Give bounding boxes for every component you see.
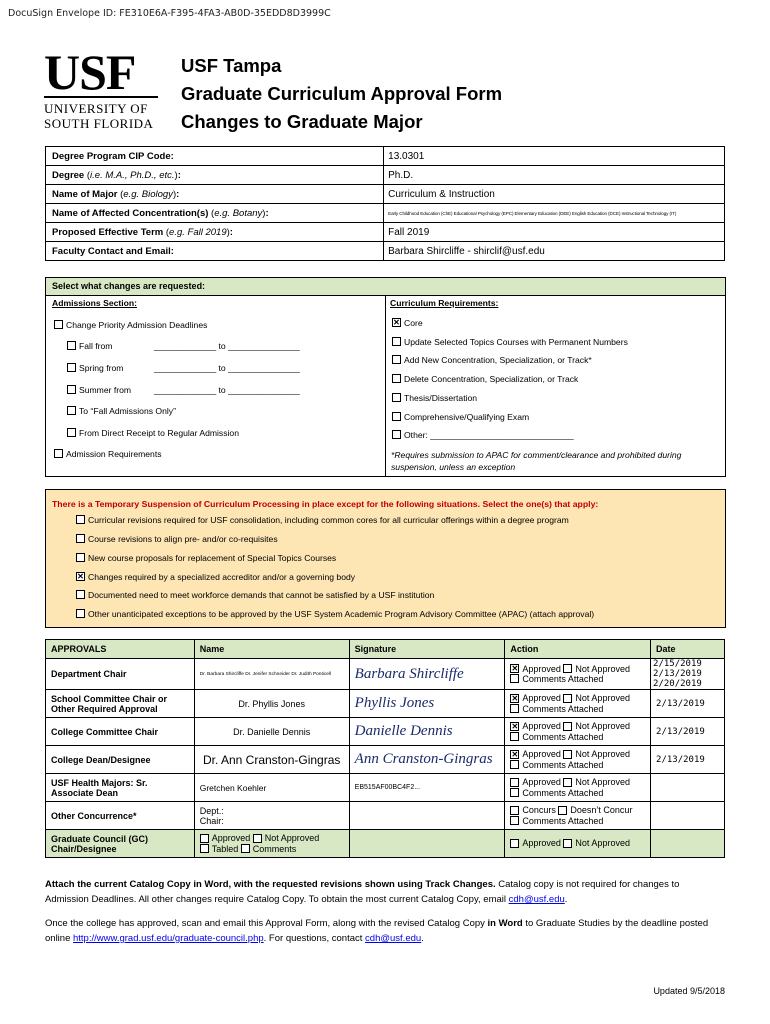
major-value[interactable]: Curriculum & Instruction <box>384 185 725 204</box>
term-value[interactable]: Fall 2019 <box>384 223 725 242</box>
email-link[interactable]: cdh@usf.edu <box>508 894 565 905</box>
label-concentration: Name of Affected Concentration(s) (e.g. Botany): <box>46 204 384 223</box>
checkbox-checked-icon[interactable] <box>510 750 519 759</box>
checkbox-icon[interactable] <box>510 732 519 741</box>
council-link[interactable]: http://www.grad.usf.edu/graduate-council.php <box>73 933 264 944</box>
signature-field[interactable] <box>349 690 505 718</box>
signature: Ann Cranston-Gingras <box>354 751 493 767</box>
form-titles <box>181 52 502 136</box>
checkbox-icon[interactable] <box>67 341 76 350</box>
col-signature: Signature <box>349 640 505 659</box>
approver-name[interactable]: Gretchen Koehler <box>194 774 349 802</box>
role-college-committee: College Committee Chair <box>46 718 195 746</box>
checkbox-icon[interactable] <box>510 760 519 769</box>
checkbox-icon[interactable] <box>510 816 519 825</box>
signature: Phyllis Jones <box>354 695 435 711</box>
suspension-option-6[interactable]: Other unanticipated exceptions to be approved by the USF System Academic Program Advisory Committee (APAC) (attach approval) <box>76 609 594 619</box>
spring-dates: _____________ to _______________ <box>154 363 300 373</box>
role-college-dean: College Dean/Designee <box>46 746 195 774</box>
checkbox-icon[interactable] <box>563 750 572 759</box>
action-cell: Approved Not Approved Comments Attached <box>505 774 651 802</box>
checkbox-icon[interactable] <box>54 449 63 458</box>
concentration-value[interactable]: Early Childhood Education (ChE) Educational Psychology (EPC) Elementary Education (DEE) English Education (DCE) Instructional Technology (IT) <box>384 204 725 223</box>
envelope-id: DocuSign Envelope ID: FE310E6A-F395-4FA3-AB0D-35EDD8D3999C <box>8 8 331 19</box>
checkbox-checked-icon[interactable] <box>76 572 85 581</box>
action-cell: Concurs Doesn’t Concur Comments Attached <box>505 802 651 830</box>
checkbox-icon[interactable] <box>76 590 85 599</box>
fall-option[interactable]: Fall from <box>67 341 112 351</box>
checkbox-checked-icon[interactable] <box>392 318 401 327</box>
email-link[interactable]: cdh@usf.edu <box>365 933 422 944</box>
checkbox-icon[interactable] <box>510 778 519 787</box>
logo-usf: USF <box>44 44 136 100</box>
footer-instructions <box>45 877 725 955</box>
dept-label: Dept.: <box>199 805 224 816</box>
label-term: Proposed Effective Term (e.g. Fall 2019): <box>46 223 384 242</box>
changes-header: Select what changes are requested: <box>46 278 725 296</box>
col-date: Date <box>651 640 725 659</box>
approver-name[interactable]: Dr. Phyllis Jones <box>194 690 349 718</box>
checkbox-icon[interactable] <box>67 428 76 437</box>
approval-row <box>46 659 725 690</box>
fall-dates: _____________ to _______________ <box>154 341 300 351</box>
signature-field[interactable] <box>349 802 505 830</box>
checkbox-icon[interactable] <box>67 385 76 394</box>
date-value[interactable] <box>651 830 725 858</box>
approvals-table <box>45 639 725 858</box>
direct-receipt-option[interactable]: From Direct Receipt to Regular Admission <box>67 428 239 438</box>
label-contact: Faculty Contact and Email: <box>46 242 384 261</box>
signature-field[interactable] <box>349 718 505 746</box>
fall-only-option[interactable]: To “Fall Admissions Only” <box>67 406 176 416</box>
checkbox-icon[interactable] <box>392 355 401 364</box>
role-school-committee: School Committee Chair or Other Required Approval <box>46 690 195 718</box>
checkbox-icon[interactable] <box>76 609 85 618</box>
suspension-option-1[interactable]: Curricular revisions required for USF consolidation, including common cores for all curricular offerings within a degree program <box>76 515 569 525</box>
signature: Danielle Dennis <box>354 723 453 739</box>
other-option[interactable]: Other: ______________________________ <box>392 430 574 440</box>
checkbox-icon[interactable] <box>510 839 519 848</box>
suspension-section <box>45 489 726 628</box>
date-value[interactable]: 2/13/2019 <box>651 690 725 718</box>
degree-value[interactable]: Ph.D. <box>384 166 725 185</box>
usf-logo <box>44 44 160 131</box>
col-approvals: APPROVALS <box>46 640 195 659</box>
checkbox-icon[interactable] <box>392 337 401 346</box>
summer-dates: _____________ to _______________ <box>154 385 300 395</box>
curriculum-title: Curriculum Requirements: <box>390 298 499 308</box>
checkbox-icon[interactable] <box>253 834 262 843</box>
checkbox-icon[interactable] <box>200 834 209 843</box>
role-graduate-council: Graduate Council (GC) Chair/Designee <box>46 830 195 858</box>
checkbox-checked-icon[interactable] <box>510 694 519 703</box>
chair-label: Chair: <box>199 815 224 826</box>
role-health-dean: USF Health Majors: Sr. Associate Dean <box>46 774 195 802</box>
checkbox-icon[interactable] <box>510 674 519 683</box>
program-info-table <box>45 146 725 261</box>
approver-name[interactable]: Dr. Ann Cranston-Gingras <box>194 746 349 774</box>
checkbox-checked-icon[interactable] <box>510 664 519 673</box>
admission-requirements-option[interactable]: Admission Requirements <box>54 449 162 459</box>
col-name: Name <box>194 640 349 659</box>
action-cell: Approved Not Approved <box>505 830 651 858</box>
action-cell: ✕ Approved Not Approved Comments Attached <box>505 659 651 690</box>
date-value[interactable]: 2/13/2019 <box>651 746 725 774</box>
date-value[interactable] <box>651 774 725 802</box>
signature: Barbara Shircliffe <box>354 665 464 682</box>
instruction-1: Attach the current Catalog Copy in Word, with the requested revisions shown using Track Changes. Catalog copy is not required for changes to Admission Deadlines. All other changes require Catalog Copy. To obtain the most current Catalog Copy, email cdh@usf.edu. <box>45 879 680 905</box>
logo-line2: SOUTH FLORIDA <box>44 116 154 131</box>
checkbox-icon[interactable] <box>67 363 76 372</box>
signature-field[interactable] <box>349 746 505 774</box>
approval-row <box>46 774 725 802</box>
approver-name[interactable]: Dr. Danielle Dennis <box>194 718 349 746</box>
checkbox-icon[interactable] <box>563 839 572 848</box>
suspension-option-2[interactable]: Course revisions to align pre- and/or co-requisites <box>76 534 278 544</box>
checkbox-icon[interactable] <box>392 412 401 421</box>
summer-option[interactable]: Summer from <box>67 385 131 395</box>
checkbox-icon[interactable] <box>76 515 85 524</box>
exam-option[interactable]: Comprehensive/Qualifying Exam <box>392 412 529 422</box>
label-cip: Degree Program CIP Code: <box>46 147 384 166</box>
add-concentration-option[interactable]: Add New Concentration, Specialization, or Track* <box>392 355 592 365</box>
checkbox-icon[interactable] <box>563 778 572 787</box>
suspension-option-3[interactable]: New course proposals for replacement of Special Topics Courses <box>76 553 336 563</box>
checkbox-icon[interactable] <box>200 844 209 853</box>
checkbox-icon[interactable] <box>392 393 401 402</box>
approval-row <box>46 718 725 746</box>
checkbox-icon[interactable] <box>76 534 85 543</box>
thesis-option[interactable]: Thesis/Dissertation <box>392 393 477 403</box>
checkbox-icon[interactable] <box>510 806 519 815</box>
change-deadlines-option[interactable]: Change Priority Admission Deadlines <box>54 320 207 330</box>
action-cell: ✕ Approved Not Approved Comments Attached <box>505 718 651 746</box>
checkbox-checked-icon[interactable] <box>510 722 519 731</box>
signature-field[interactable] <box>349 830 505 858</box>
approval-row <box>46 690 725 718</box>
title-form: Graduate Curriculum Approval Form <box>181 83 503 104</box>
checkbox-icon[interactable] <box>241 844 250 853</box>
checkbox-icon[interactable] <box>510 788 519 797</box>
update-topics-option[interactable]: Update Selected Topics Courses with Permanent Numbers <box>392 337 628 347</box>
label-degree: Degree (i.e. M.A., Ph.D., etc.): <box>46 166 384 185</box>
checkbox-icon[interactable] <box>76 553 85 562</box>
suspension-header: There is a Temporary Suspension of Curriculum Processing in place except for the following situations. Select the one(s) that apply: <box>52 499 599 509</box>
checkbox-icon[interactable] <box>510 704 519 713</box>
updated-date: Updated 9/5/2018 <box>653 986 725 996</box>
date-value[interactable]: 2/13/2019 <box>651 718 725 746</box>
checkbox-icon[interactable] <box>558 806 567 815</box>
role-other-concurrence: Other Concurrence* <box>46 802 195 830</box>
approver-name[interactable]: Dr. Barbara Shircliffe Dr. Jenifer Schneider Dr. Judith Ponticell <box>194 659 349 690</box>
approval-row <box>46 746 725 774</box>
checkbox-icon[interactable] <box>54 320 63 329</box>
signature-field[interactable] <box>349 659 505 690</box>
instruction-2: Once the college has approved, scan and email this Approval Form, along with the revised Catalog Copy in Word to Graduate Studies by the deadline posted online http://www.grad.usf.edu/graduate-council.php. For questions, contact cdh@usf.edu. <box>45 918 709 944</box>
signature-field[interactable] <box>349 774 505 802</box>
checkbox-icon[interactable] <box>392 374 401 383</box>
role-dept-chair: Department Chair <box>46 659 195 690</box>
date-value[interactable]: 2/15/2019 2/13/2019 2/20/2019 <box>651 659 725 690</box>
dept-chair-cell[interactable] <box>194 802 349 830</box>
date-value[interactable] <box>651 802 725 830</box>
label-major: Name of Major (e.g. Biology): <box>46 185 384 204</box>
checkbox-icon[interactable] <box>67 406 76 415</box>
checkbox-icon[interactable] <box>563 694 572 703</box>
delete-concentration-option[interactable]: Delete Concentration, Specialization, or Track <box>392 374 578 384</box>
title-change: Changes to Graduate Major <box>181 111 423 132</box>
logo-line1: UNIVERSITY OF <box>44 101 148 116</box>
suspension-option-5[interactable]: Documented need to meet workforce demands that cannot be satisfied by a USF institution <box>76 590 434 600</box>
core-option[interactable]: ✕Core <box>392 318 423 328</box>
checkbox-icon[interactable] <box>563 722 572 731</box>
approval-row <box>46 802 725 830</box>
signature-id: EB515AF00BC4F2... <box>354 784 421 791</box>
col-action: Action <box>505 640 651 659</box>
contact-value[interactable]: Barbara Shircliffe - shirclif@usf.edu <box>384 242 725 261</box>
action-cell: ✕ Approved Not Approved Comments Attached <box>505 690 651 718</box>
spring-option[interactable]: Spring from <box>67 363 123 373</box>
suspension-option-4[interactable]: ✕Changes required by a specialized accreditor and/or a governing body <box>76 572 355 582</box>
apac-note: *Requires submission to APAC for comment/clearance and prohibited during suspension, unless an exception <box>391 450 682 472</box>
changes-section <box>45 277 726 477</box>
action-cell: ✕ Approved Not Approved Comments Attached <box>505 746 651 774</box>
approval-row <box>46 830 725 858</box>
title-campus: USF Tampa <box>181 55 282 76</box>
cip-value[interactable]: 13.0301 <box>384 147 725 166</box>
gc-options: Approved Not Approved Tabled Comments <box>194 830 349 858</box>
checkbox-icon[interactable] <box>392 430 401 439</box>
checkbox-icon[interactable] <box>563 664 572 673</box>
admissions-title: Admissions Section: <box>52 298 137 308</box>
